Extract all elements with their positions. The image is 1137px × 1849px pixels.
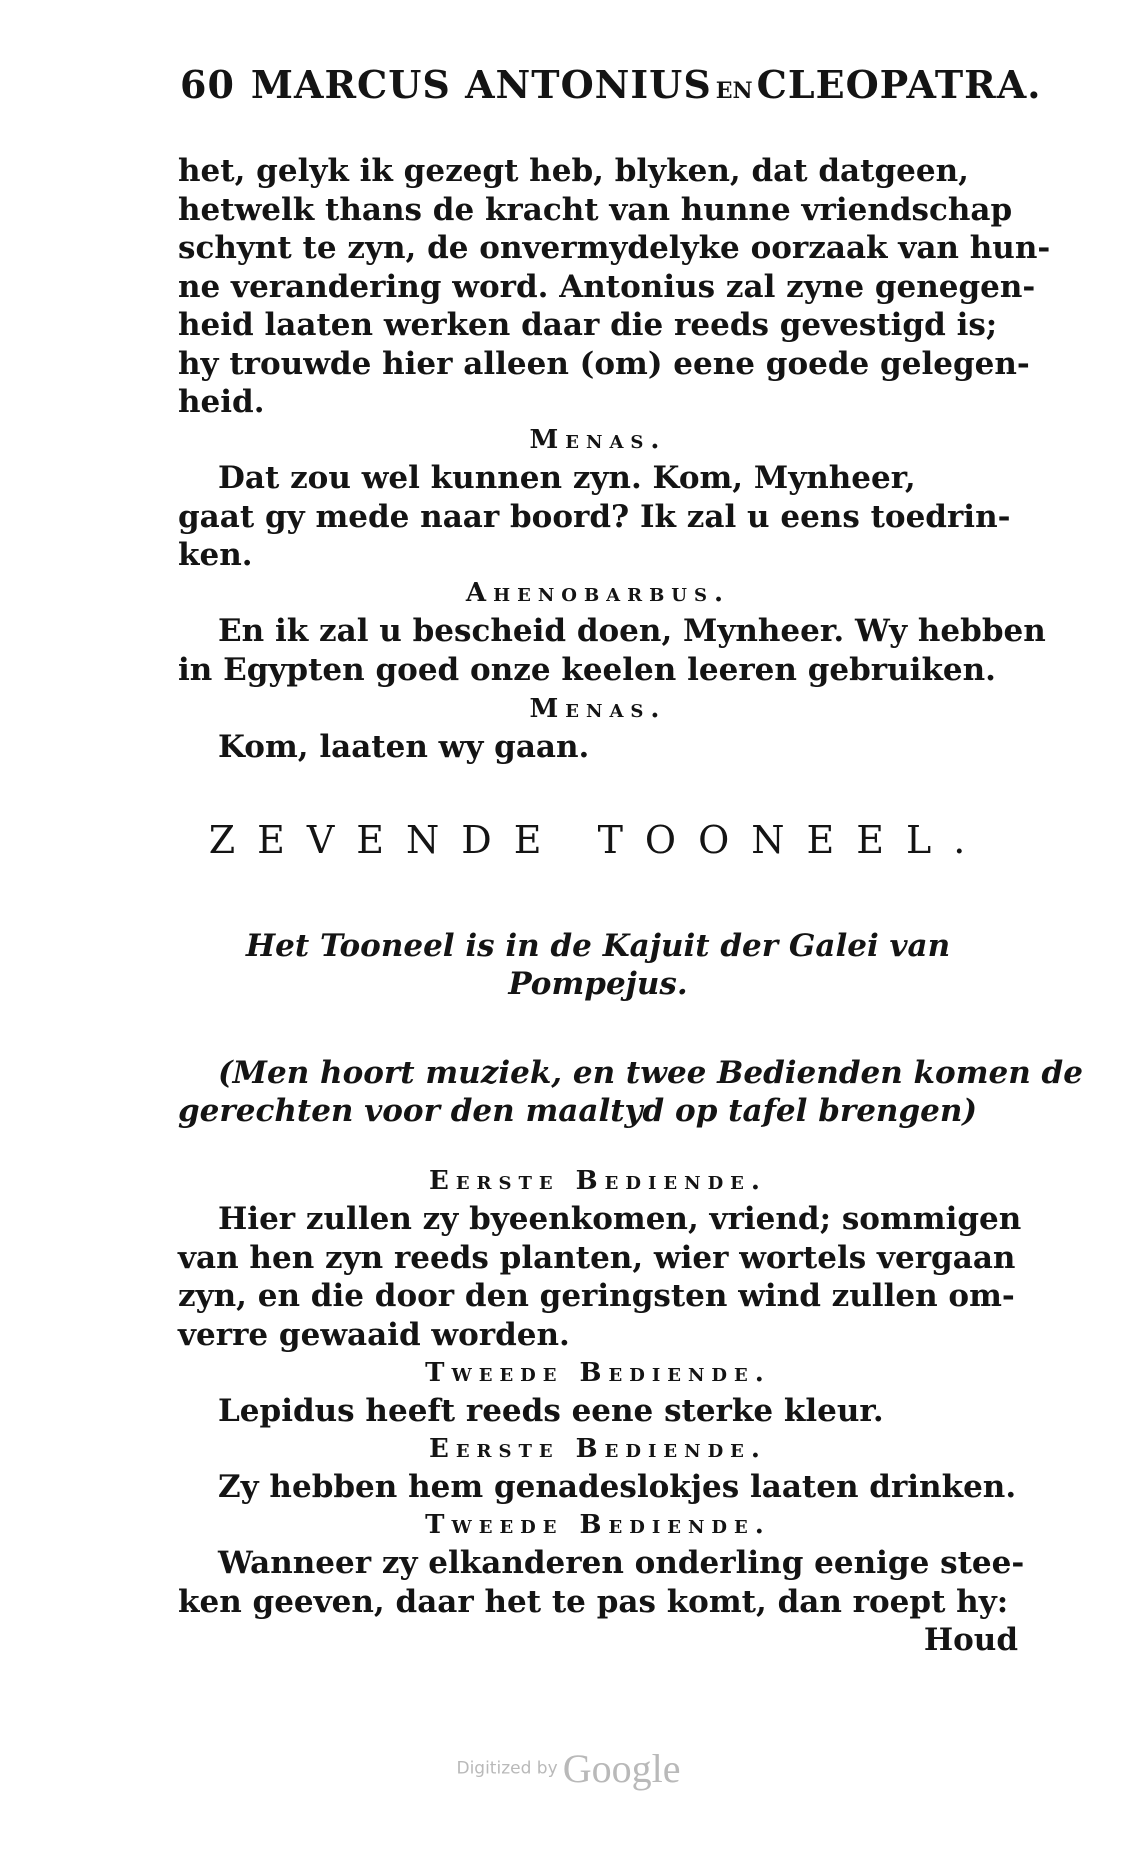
speaker-heading: Eerste Bediende. [429, 1434, 767, 1464]
text-line: verre gewaaid worden. [178, 1316, 570, 1353]
setting-line: Het Tooneel is in de Kajuit der Galei van [245, 928, 951, 964]
speech-first-servant-2 [178, 1468, 1018, 1507]
speech-first-servant-1 [178, 1200, 1022, 1354]
text-line: ne verandering word. Antonius zal zyne genegen- [178, 268, 1036, 305]
page-number: 60 [180, 62, 235, 107]
text-line: Kom, laaten wy gaan. [218, 729, 590, 765]
text-line: het, gelyk ik gezegt heb, blyken, dat datgeen, [178, 153, 969, 189]
watermark-brand: Google [562, 1746, 681, 1791]
speaker-heading: Eerste Bediende. [429, 1166, 767, 1196]
text-line: heid laaten werken daar die reeds gevestigd is; [178, 307, 998, 343]
text-line: ken. [178, 537, 253, 573]
speech-ahenobarbus [178, 612, 1046, 689]
direction-line: (Men hoort muziek, en twee Bedienden komen de [218, 1055, 1083, 1091]
running-title-part-b: CLEOPATRA. [756, 62, 1042, 107]
text-line: hetwelk thans de kracht van hunne vriendschap [178, 191, 1013, 228]
scene-setting [178, 927, 1018, 1003]
running-title-conjunction: EN [715, 78, 753, 104]
text-line: Lepidus heeft reeds eene sterke kleur. [218, 1393, 884, 1429]
speaker-heading: Menas. [529, 694, 667, 724]
text-line: ken geeven, daar het te pas komt, dan roept hy: [178, 1583, 1009, 1620]
speaker-heading: Menas. [529, 425, 667, 455]
speech-menas-1 [178, 459, 1018, 575]
speech-menas-2 [178, 728, 1018, 767]
speech-second-servant-1 [178, 1392, 1018, 1431]
speaker-heading: Tweede Bediende. [425, 1358, 771, 1388]
text-line: zyn, en die door den geringsten wind zullen om- [178, 1278, 1015, 1314]
text-line: schynt te zyn, de onvermydelyke oorzaak van hun- [178, 230, 1051, 266]
text-line: hy trouwde hier alleen (om) eene goede gelegen- [178, 345, 1030, 382]
text-line: gaat gy mede naar boord? Ik zal u eens toedrin- [178, 498, 1011, 535]
speech-second-servant-2 [178, 1544, 1025, 1660]
text-line: van hen zyn reeds planten, wier wortels vergaan [178, 1239, 1016, 1276]
catchword: Houd [923, 1622, 1018, 1658]
scene-title: ZEVENDE TOONEEL. [208, 818, 988, 862]
running-title-part-a: MARCUS ANTONIUS [250, 62, 712, 107]
text-line: in Egypten goed onze keelen leeren gebruiken. [178, 651, 996, 688]
passage-continuation [178, 152, 1051, 422]
text-line: Dat zou wel kunnen zyn. Kom, Mynheer, [218, 460, 916, 496]
text-line: Hier zullen zy byeenkomen, vriend; sommigen [218, 1201, 1022, 1237]
text-line: heid. [178, 384, 265, 420]
text-line: En ik zal u bescheid doen, Mynheer. Wy hebben [218, 613, 1046, 649]
direction-line: gerechten voor den maaltyd op tafel brengen) [178, 1093, 978, 1129]
speaker-heading: Tweede Bediende. [425, 1510, 771, 1540]
text-line: Zy hebben hem genadeslokjes laaten drinken. [218, 1469, 1017, 1505]
stage-direction [178, 1054, 1083, 1130]
watermark-prefix: Digitized by [456, 1758, 558, 1779]
running-head [180, 62, 1042, 107]
setting-line: Pompejus. [508, 966, 688, 1002]
text-line: Wanneer zy elkanderen onderling eenige stee- [218, 1545, 1025, 1581]
digitization-watermark [0, 1745, 1137, 1792]
speaker-heading: Ahenobarbus. [465, 578, 731, 608]
